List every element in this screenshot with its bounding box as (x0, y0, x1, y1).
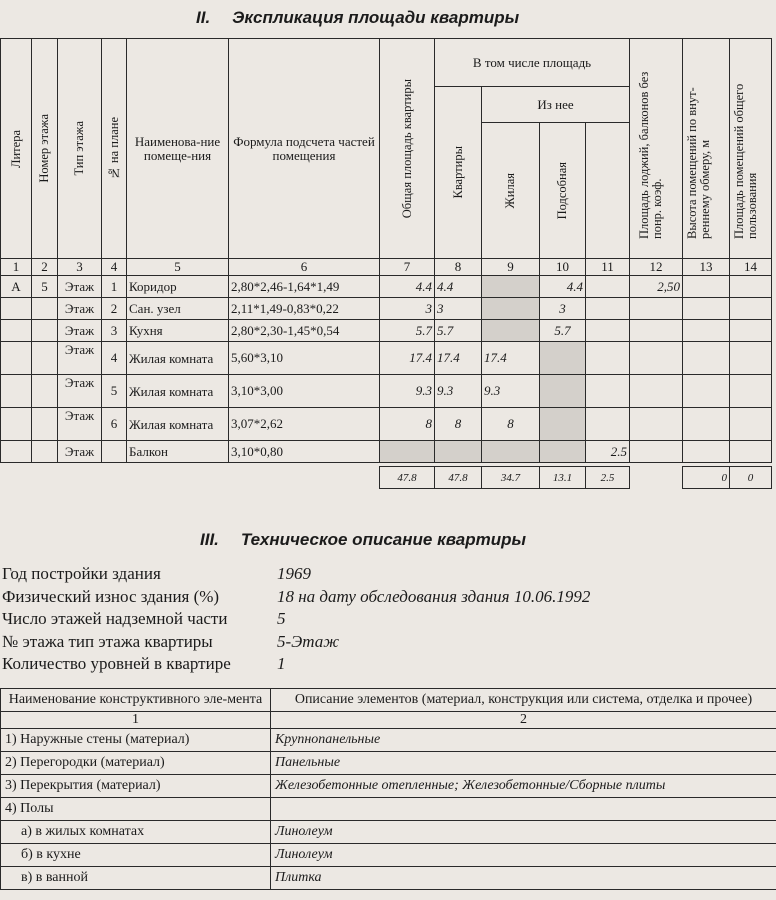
header-total-area: Общая площадь квартиры (380, 39, 435, 259)
header-including: В том числе площадь (435, 39, 630, 87)
section-3-title: Техническое описание квартиры (240, 530, 526, 549)
table-row: 1) Наружные стены (материал) Крупнопанельные (1, 729, 776, 752)
total-loggia-value: 2.5 (586, 467, 630, 489)
table-row: Этаж 5 Жилая комната 3,10*3,00 9.3 9.3 9.3 (1, 375, 772, 408)
struct-head-right: Описание элементов (материал, конструкция или система, отделка и прочее) (271, 689, 776, 712)
table-row: 2) Перегородки (материал) Панельные (1, 752, 776, 775)
table-row: 4) Полы (1, 798, 776, 821)
table-row: Этаж 2 Сан. узел 2,11*1,49-0,83*0,22 3 3 3 (1, 298, 772, 320)
header-formula: Формула подсчета частей помещения (229, 39, 380, 259)
struct-number-row: 1 2 (1, 712, 776, 729)
explication-table (0, 38, 772, 489)
info-line: Физический износ здания (%) 18 на дату обследования здания 10.06.1992 (2, 586, 591, 606)
table-row: Этаж Балкон 3,10*0,80 2.5 (1, 441, 772, 463)
header-floor-no: Номер этажа (32, 39, 58, 259)
table-row: б) в кухне Линолеум (1, 844, 776, 867)
info-line: Год постройки здания 1969 (2, 564, 311, 583)
table-row: а) в жилых комнатах Линолеум (1, 821, 776, 844)
header-auxiliary: Подсобная (540, 123, 586, 259)
info-line: № этажа тип этажа квартиры 5-Этаж (2, 631, 340, 651)
header-floor-type: Тип этажа (58, 39, 102, 259)
struct-head-left: Наименование конструктивного эле-мента (1, 689, 271, 712)
section-2-heading (196, 8, 519, 28)
header-height: Высота помещений по внут-реннему обмеру, м (683, 39, 730, 259)
table-row: Этаж 3 Кухня 2,80*2,30-1,45*0,54 5.7 5.7 5.7 (1, 320, 772, 342)
header-apartment: Квартиры (435, 87, 482, 259)
info-line: Число этажей надземной части 5 (2, 609, 286, 628)
building-info (2, 563, 590, 676)
section-2-title: Экспликация площади квартиры (232, 8, 520, 27)
column-number-row: 1 2 3 4 5 6 7 8 9 10 11 12 13 14 (1, 259, 772, 276)
struct-header-row (1, 689, 776, 712)
header-living: Жилая (482, 123, 540, 259)
header-litera: Литера (1, 39, 32, 259)
header-common-use: Площадь помещений общего пользования (730, 39, 772, 259)
info-line: Количество уровней в квартире 1 (2, 654, 286, 673)
section-3-number: III. (200, 530, 219, 549)
table-row: 3) Перекрытия (материал) Железобетонные отепленные; Железобетонные/Сборные плиты (1, 775, 776, 798)
total-area-value: 47.8 (380, 467, 435, 489)
header-of-which: Из нее (482, 87, 630, 123)
totals-row (1, 467, 772, 489)
total-aux-value: 13.1 (540, 467, 586, 489)
table-row: Этаж 6 Жилая комната 3,07*2,62 8 8 8 (1, 408, 772, 441)
header-room-name: Наименова-ние помеще-ния (127, 39, 229, 259)
total-common-value: 0 (683, 467, 730, 489)
table-row: Этаж 4 Жилая комната 5,60*3,10 17.4 17.4 17.4 (1, 342, 772, 375)
header-loggia: Площадь лоджий, балконов без понр. коэф. (630, 39, 683, 259)
total-apartment-value: 47.8 (435, 467, 482, 489)
header-plan-no: № на плане (102, 39, 127, 259)
structural-elements-table (0, 688, 776, 890)
table-row: в) в ванной Плитка (1, 867, 776, 890)
total-living-value: 34.7 (482, 467, 540, 489)
total-unauth-value: 0 (730, 467, 772, 489)
section-3-heading (200, 530, 526, 550)
section-2-number: II. (196, 8, 211, 27)
table-row: А 5 Этаж 1 Коридор 2,80*2,46-1,64*1,49 4.4 4.4 4.4 2,50 (1, 276, 772, 298)
